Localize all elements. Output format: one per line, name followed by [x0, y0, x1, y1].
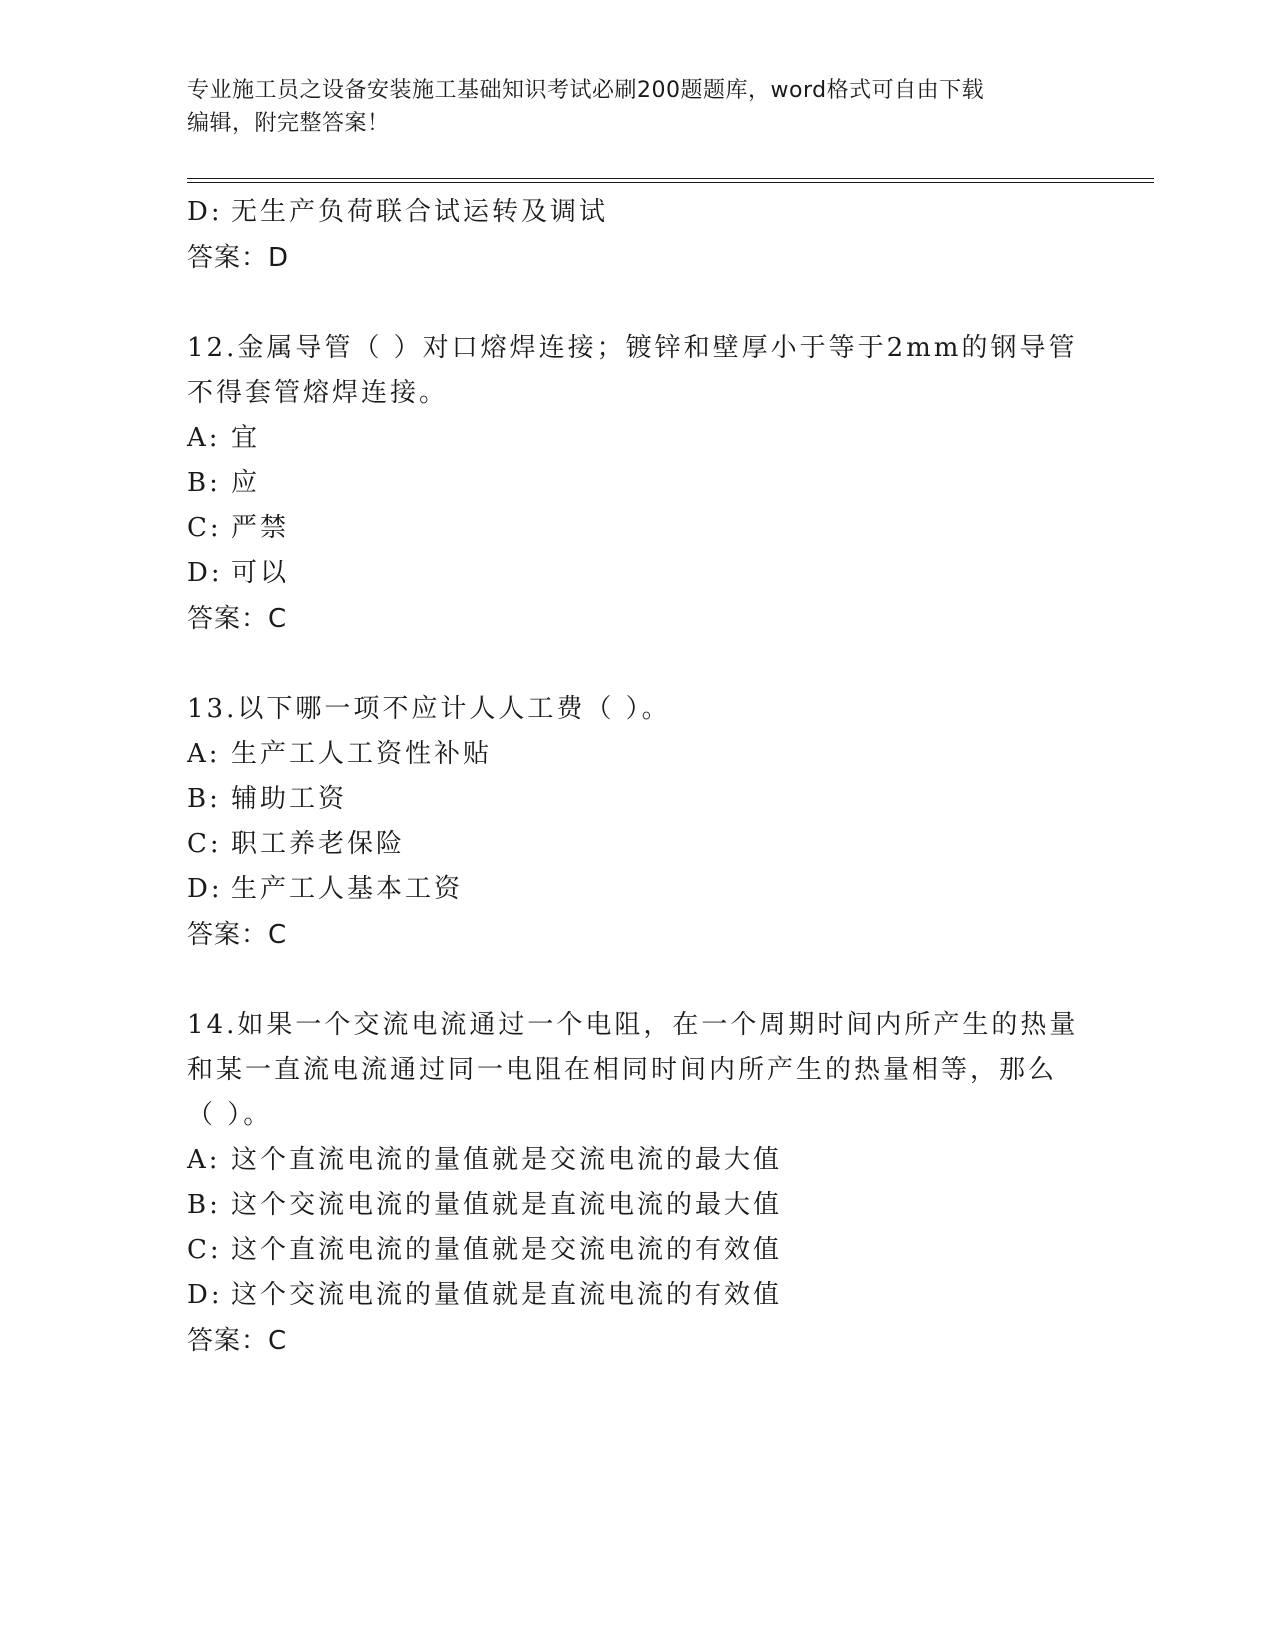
- header-line-2: 编辑，附完整答案！: [187, 111, 390, 136]
- answer-line: 答案：D: [187, 243, 290, 273]
- option-b: [187, 461, 1087, 506]
- option-key: C:: [187, 829, 222, 859]
- option-c: [187, 1228, 1087, 1273]
- header-line-1: 专业施工员之设备安装施工基础知识考试必刷200题题库，word格式可自由下载: [187, 78, 985, 103]
- option-c: [187, 822, 1087, 867]
- option-text: 生产工人工资性补贴: [231, 739, 493, 769]
- question-stem-line: 和某一直流电流通过同一电阻在相同时间内所产生的热量相等，那么: [187, 1055, 1058, 1085]
- option-d: [187, 867, 1087, 912]
- option-text: 这个交流电流的量值就是直流电流的有效值: [231, 1280, 783, 1310]
- option-key: D:: [187, 558, 223, 588]
- option-d: [187, 1273, 1087, 1318]
- option-d: [187, 190, 1087, 235]
- header-divider-top: [187, 178, 1154, 179]
- question-stem-line: 12.金属导管（ ）对口熔焊连接；镀锌和壁厚小于等于2mm的钢导管: [187, 333, 1078, 363]
- option-b: [187, 1183, 1087, 1228]
- question-list: [187, 190, 1087, 1364]
- answer-line: 答案：C: [187, 920, 288, 950]
- option-text: 严禁: [231, 513, 290, 543]
- option-text: 这个交流电流的量值就是直流电流的最大值: [231, 1190, 783, 1220]
- option-key: A:: [187, 1145, 221, 1175]
- option-text: 这个直流电流的量值就是交流电流的最大值: [231, 1145, 783, 1175]
- question-stem-line: 13.以下哪一项不应计人人工费（ ）。: [187, 694, 671, 724]
- answer-line: 答案：C: [187, 604, 288, 634]
- option-key: B:: [187, 1190, 221, 1220]
- option-b: [187, 777, 1087, 822]
- question-stem-line: 不得套管熔焊连接。: [187, 378, 449, 408]
- option-key: C:: [187, 1235, 222, 1265]
- option-key: C:: [187, 513, 222, 543]
- option-text: 职工养老保险: [231, 829, 406, 859]
- option-key: A:: [187, 423, 221, 453]
- option-text: 宜: [231, 423, 261, 453]
- option-a: [187, 732, 1087, 777]
- option-d: [187, 551, 1087, 596]
- option-key: A:: [187, 739, 221, 769]
- option-text: 可以: [231, 558, 290, 588]
- question-12: [187, 326, 1087, 642]
- question-stem-line: （ ）。: [187, 1100, 273, 1130]
- document-header: [187, 74, 1067, 140]
- answer-line: 答案：C: [187, 1326, 288, 1356]
- option-a: [187, 416, 1087, 461]
- option-key: D:: [187, 1280, 223, 1310]
- option-text: 应: [231, 468, 261, 498]
- option-key: D:: [187, 874, 223, 904]
- option-c: [187, 506, 1087, 551]
- header-divider-bottom: [187, 182, 1154, 183]
- option-text: 辅助工资: [231, 784, 348, 814]
- question-14: [187, 1003, 1087, 1364]
- option-text: 这个直流电流的量值就是交流电流的有效值: [231, 1235, 783, 1265]
- option-text: 生产工人基本工资: [231, 874, 464, 904]
- option-key: B:: [187, 784, 221, 814]
- option-text: 无生产负荷联合试运转及调试: [231, 197, 609, 227]
- question-13: [187, 687, 1087, 958]
- option-a: [187, 1138, 1087, 1183]
- option-key: D:: [187, 197, 223, 227]
- option-key: B:: [187, 468, 221, 498]
- question-stem-line: 14.如果一个交流电流通过一个电阻，在一个周期时间内所产生的热量: [187, 1010, 1079, 1040]
